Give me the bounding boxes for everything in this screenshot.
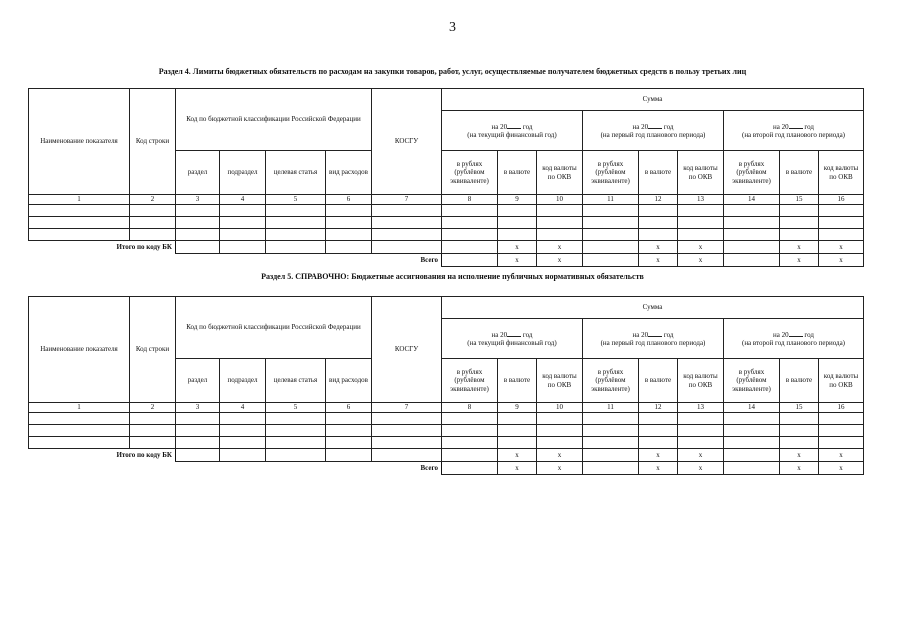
header-year-first-plan [583,319,724,359]
header-rub: в рублях (рублёвом эквиваленте) [583,151,639,195]
cell[interactable] [819,413,864,425]
header-rub: в рублях (рублёвом эквиваленте) [583,359,639,403]
cell[interactable] [724,241,780,254]
cell[interactable] [498,205,537,217]
vsego-row [29,254,864,267]
header-rub: в рублях (рублёвом эквиваленте) [724,359,780,403]
cell[interactable] [583,462,639,475]
cell[interactable] [220,217,266,229]
col-num: 13 [678,195,724,205]
header-target-article: целевая статья [266,359,326,403]
col-num: 15 [780,403,819,413]
cell[interactable] [220,425,266,437]
cell[interactable] [678,229,724,241]
cell[interactable] [639,413,678,425]
cell[interactable] [819,205,864,217]
x-mark: x [678,449,724,462]
cell[interactable] [583,205,639,217]
cell[interactable] [176,437,220,449]
cell[interactable] [326,449,372,462]
cell[interactable] [372,217,442,229]
cell[interactable] [326,425,372,437]
cell[interactable] [130,437,176,449]
header-okv: код валюты по ОКВ [537,359,583,403]
year-prefix: на 20 [491,330,508,339]
cell[interactable] [498,229,537,241]
itogo-label: Итого по коду БК [116,451,172,460]
x-mark: x [537,254,583,267]
cell[interactable] [639,217,678,229]
cell[interactable] [29,217,130,229]
col-num: 7 [372,403,442,413]
page-number: 3 [449,20,456,35]
col-num: 7 [372,195,442,205]
x-mark: x [819,449,864,462]
header-row-code: Код строки [130,297,176,403]
cell[interactable] [678,413,724,425]
cell[interactable] [266,241,326,254]
header-podrazdel: подраздел [220,151,266,195]
cell[interactable] [583,437,639,449]
col-num: 11 [583,403,639,413]
header-sum: Сумма [442,89,864,111]
cell[interactable] [326,205,372,217]
cell[interactable] [678,437,724,449]
section-4-table [28,88,864,267]
itogo-row [29,449,864,462]
col-num: 12 [639,195,678,205]
cell[interactable] [176,229,220,241]
cell[interactable] [442,449,498,462]
cell[interactable] [220,437,266,449]
col-num: 9 [498,195,537,205]
cell[interactable] [130,229,176,241]
cell[interactable] [220,449,266,462]
x-mark: x [780,241,819,254]
cell[interactable] [583,217,639,229]
table-row [29,425,864,437]
table-row [29,437,864,449]
cell[interactable] [176,205,220,217]
col-num: 3 [176,195,220,205]
header-rub: в рублях (рублёвом эквиваленте) [442,151,498,195]
cell[interactable] [220,413,266,425]
cell[interactable] [326,229,372,241]
x-mark: x [537,241,583,254]
cell[interactable] [176,413,220,425]
col-num: 2 [130,403,176,413]
section-5-title: Раздел 5. СПРАВОЧНО: Бюджетные ассигнования на исполнение публичных нормативных обязательств [261,272,644,281]
header-currency: в валюте [639,151,678,195]
cell[interactable] [29,425,130,437]
cell[interactable] [442,437,498,449]
cell[interactable] [130,217,176,229]
header-rub: в рублях (рублёвом эквиваленте) [442,359,498,403]
col-num: 12 [639,403,678,413]
col-num: 14 [724,195,780,205]
year-prefix: на 20 [632,122,649,131]
x-mark: x [498,241,537,254]
cell[interactable] [326,413,372,425]
cell[interactable] [724,462,780,475]
x-mark: x [639,241,678,254]
header-currency: в валюте [780,151,819,195]
cell[interactable] [442,425,498,437]
table-row [29,217,864,229]
header-podrazdel: подраздел [220,359,266,403]
cell[interactable] [724,217,780,229]
cell[interactable] [583,449,639,462]
col-num: 1 [29,403,130,413]
col-num: 4 [220,195,266,205]
col-num: 16 [819,195,864,205]
col-num: 6 [326,403,372,413]
cell[interactable] [130,205,176,217]
table-row [29,413,864,425]
col-num: 8 [442,195,498,205]
cell[interactable] [583,425,639,437]
cell[interactable] [724,425,780,437]
cell[interactable] [266,229,326,241]
vsego-label: Всего [420,256,438,265]
cell[interactable] [372,425,442,437]
cell[interactable] [176,217,220,229]
cell[interactable] [724,449,780,462]
cell[interactable] [220,205,266,217]
header-target-article: целевая статья [266,151,326,195]
col-num: 9 [498,403,537,413]
header-row-code: Код строки [130,89,176,195]
cell[interactable] [819,437,864,449]
cell[interactable] [372,413,442,425]
col-num: 8 [442,403,498,413]
cell[interactable] [266,205,326,217]
header-year-current [442,111,583,151]
x-mark: x [537,462,583,475]
x-mark: x [498,449,537,462]
x-mark: x [498,254,537,267]
cell[interactable] [442,217,498,229]
col-num: 10 [537,403,583,413]
cell[interactable] [442,241,498,254]
year-suffix: год [663,122,674,131]
header-currency: в валюте [780,359,819,403]
cell[interactable] [266,413,326,425]
header-razdel: раздел [176,359,220,403]
cell[interactable] [372,229,442,241]
col-num: 15 [780,195,819,205]
cell[interactable] [583,413,639,425]
cell[interactable] [724,254,780,267]
col-num: 13 [678,403,724,413]
cell[interactable] [29,413,130,425]
header-currency: в валюте [498,151,537,195]
itogo-label: Итого по коду БК [116,243,172,252]
header-okv: код валюты по ОКВ [678,359,724,403]
header-rub: в рублях (рублёвом эквиваленте) [724,151,780,195]
cell[interactable] [537,437,583,449]
col-num: 11 [583,195,639,205]
header-bk-code: Код по бюджетной классификации Российской Федерации [176,89,372,151]
header-okv: код валюты по ОКВ [678,151,724,195]
x-mark: x [537,449,583,462]
cell[interactable] [442,413,498,425]
cell[interactable] [780,413,819,425]
header-year-second-plan [724,111,864,151]
cell[interactable] [176,241,220,254]
x-mark: x [819,462,864,475]
year-prefix: на 20 [773,330,789,339]
header-okv: код валюты по ОКВ [537,151,583,195]
col-num: 1 [29,195,130,205]
cell[interactable] [583,229,639,241]
col-num: 3 [176,403,220,413]
section-4-title: Раздел 4. Лимиты бюджетных обязательств по расходам на закупки товаров, работ, услуг, осуществляемые получателем бюджетных средств в пользу третьих лиц [158,67,747,76]
cell[interactable] [639,437,678,449]
section-5-table [28,296,864,475]
cell[interactable] [724,229,780,241]
cell[interactable] [780,229,819,241]
header-kosgu: КОСГУ [372,297,442,403]
x-mark: x [780,462,819,475]
cell[interactable] [639,205,678,217]
col-num: 5 [266,403,326,413]
cell[interactable] [537,229,583,241]
col-num: 2 [130,195,176,205]
cell[interactable] [29,205,130,217]
cell[interactable] [678,205,724,217]
cell[interactable] [130,425,176,437]
cell[interactable] [442,229,498,241]
header-sum: Сумма [442,297,864,319]
x-mark: x [678,254,724,267]
cell[interactable] [819,425,864,437]
cell[interactable] [266,425,326,437]
cell[interactable] [537,425,583,437]
table-row [29,205,864,217]
header-expense-type: вид расходов [326,359,372,403]
year-note: (на первый год планового периода) [600,131,706,139]
cell[interactable] [372,241,442,254]
year-note: (на второй год планового периода) [741,339,846,347]
cell[interactable] [639,229,678,241]
x-mark: x [639,449,678,462]
column-number-row [29,195,864,205]
cell[interactable] [326,437,372,449]
cell[interactable] [724,413,780,425]
year-suffix: год [804,330,814,339]
year-suffix: год [522,330,533,339]
cell[interactable] [678,425,724,437]
header-kosgu: КОСГУ [372,89,442,195]
col-num: 14 [724,403,780,413]
header-razdel: раздел [176,151,220,195]
cell[interactable] [639,425,678,437]
cell[interactable] [266,217,326,229]
cell[interactable] [498,437,537,449]
year-suffix: год [663,330,674,339]
year-note: (на текущий финансовый год) [467,131,557,139]
cell[interactable] [220,229,266,241]
col-num: 4 [220,403,266,413]
vsego-row [29,462,864,475]
cell[interactable] [372,437,442,449]
x-mark: x [780,449,819,462]
cell[interactable] [266,437,326,449]
cell[interactable] [678,217,724,229]
cell[interactable] [780,425,819,437]
cell[interactable] [819,229,864,241]
cell[interactable] [29,229,130,241]
col-num: 6 [326,195,372,205]
year-prefix: на 20 [491,122,508,131]
cell[interactable] [583,254,639,267]
col-num: 5 [266,195,326,205]
cell[interactable] [372,449,442,462]
cell[interactable] [780,217,819,229]
x-mark: x [819,241,864,254]
cell[interactable] [176,425,220,437]
vsego-label: Всего [420,464,438,473]
cell[interactable] [498,413,537,425]
cell[interactable] [266,449,326,462]
col-num: 10 [537,195,583,205]
itogo-row [29,241,864,254]
cell[interactable] [326,241,372,254]
cell[interactable] [780,437,819,449]
cell[interactable] [372,205,442,217]
year-suffix: год [804,122,814,131]
cell[interactable] [29,437,130,449]
year-note: (на второй год планового периода) [741,131,846,139]
cell[interactable] [442,254,498,267]
cell[interactable] [176,449,220,462]
header-year-current [442,319,583,359]
header-currency: в валюте [639,359,678,403]
x-mark: x [678,241,724,254]
table-row [29,229,864,241]
header-expense-type: вид расходов [326,151,372,195]
cell[interactable] [498,217,537,229]
cell[interactable] [130,413,176,425]
cell[interactable] [724,205,780,217]
year-suffix: год [522,122,533,131]
header-okv: код валюты по ОКВ [819,359,864,403]
cell[interactable] [220,241,266,254]
year-prefix: на 20 [773,122,789,131]
x-mark: x [819,254,864,267]
cell[interactable] [537,205,583,217]
col-num: 16 [819,403,864,413]
cell[interactable] [583,241,639,254]
header-bk-code: Код по бюджетной классификации Российской Федерации [176,297,372,359]
cell[interactable] [326,217,372,229]
cell[interactable] [537,217,583,229]
column-number-row [29,403,864,413]
x-mark: x [678,462,724,475]
header-okv: код валюты по ОКВ [819,151,864,195]
year-note: (на первый год планового периода) [600,339,706,347]
x-mark: x [498,462,537,475]
cell[interactable] [724,437,780,449]
x-mark: x [780,254,819,267]
cell[interactable] [780,205,819,217]
cell[interactable] [442,462,498,475]
x-mark: x [639,462,678,475]
header-currency: в валюте [498,359,537,403]
header-year-first-plan [583,111,724,151]
cell[interactable] [537,413,583,425]
cell[interactable] [498,425,537,437]
header-year-second-plan [724,319,864,359]
year-prefix: на 20 [632,330,649,339]
header-name: Наименование показателя [29,89,130,195]
header-name: Наименование показателя [29,297,130,403]
x-mark: x [639,254,678,267]
cell[interactable] [442,205,498,217]
cell[interactable] [819,217,864,229]
year-note: (на текущий финансовый год) [467,339,557,347]
